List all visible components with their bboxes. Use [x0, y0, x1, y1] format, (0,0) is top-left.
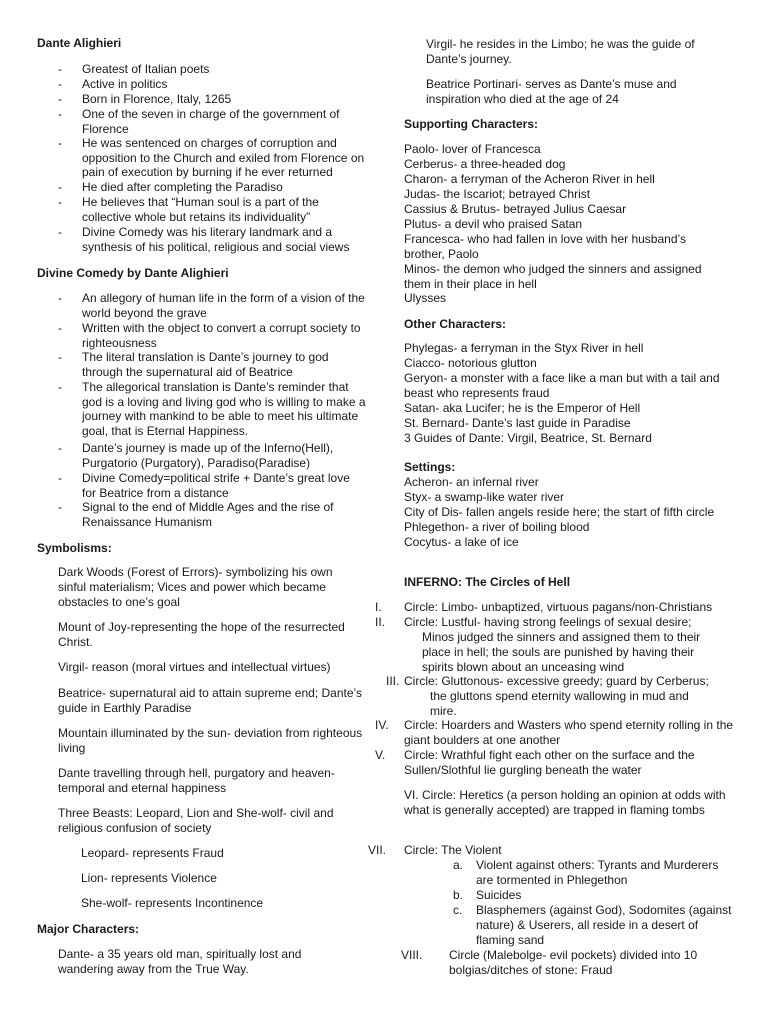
circle-item: Circle: The Violent: [404, 843, 502, 857]
circle-item: VI. Circle: Heretics (a person holding an opinion at odds with what is generally accepted) are trapped in flaming tombs: [404, 788, 726, 817]
roman-numeral: I.: [375, 600, 382, 614]
supporting-character-item: Ulysses: [404, 291, 447, 305]
setting-item: City of Dis- fallen angels reside here; the start of fifth circle: [404, 505, 715, 519]
heading-supporting-characters: Supporting Characters:: [404, 117, 539, 131]
other-character-item: Satan- aka Lucifer; he is the Emperor of Hell: [404, 401, 641, 415]
heading-inferno: INFERNO: The Circles of Hell: [404, 575, 571, 589]
other-character-item: St. Bernard- Dante’s last guide in Paradise: [404, 416, 631, 430]
supporting-character-item: Cassius & Brutus- betrayed Julius Caesar: [404, 202, 627, 216]
roman-numeral: V.: [375, 748, 386, 762]
symbolism-item: Dark Woods (Forest of Errors)- symbolizing his own sinful materialism; Vices and power which became obstacles to one’s goal: [58, 565, 333, 609]
circle-item: Circle: Hoarders and Wasters who spend eternity rolling in the giant boulders at one another: [404, 718, 734, 747]
list-letter: a.: [453, 858, 464, 872]
symbolism-item: Three Beasts: Leopard, Lion and She-wolf- civil and religious confusion of society: [58, 806, 334, 835]
heading-symbolisms: Symbolisms:: [37, 541, 112, 555]
setting-item: Cocytus- a lake of ice: [404, 535, 519, 549]
supporting-character-item: Cerberus- a three-headed dog: [404, 157, 566, 171]
circle-item: Circle: Limbo- unbaptized, virtuous pagans/non-Christians: [404, 600, 713, 614]
symbolism-item: Virgil- reason (moral virtues and intellectual virtues): [58, 660, 331, 674]
major-character-item: Virgil- he resides in the Limbo; he was the guide of Dante’s journey.: [426, 37, 695, 66]
heading-other-characters: Other Characters:: [404, 317, 507, 331]
other-character-item: 3 Guides of Dante: Virgil, Beatrice, St. Bernard: [404, 431, 652, 445]
beast-item: Lion- represents Violence: [81, 871, 217, 885]
violent-subitem: Violent against others: Tyrants and Murderers are tormented in Phlegethon: [476, 858, 719, 887]
symbolism-item: Beatrice- supernatural aid to attain supreme end; Dante’s guide in Earthly Paradise: [58, 686, 362, 715]
heading-major-characters: Major Characters:: [37, 922, 140, 936]
roman-numeral: VII.: [368, 843, 387, 857]
roman-numeral: III.: [386, 674, 400, 688]
violent-subitem: Suicides: [476, 888, 522, 902]
heading-divine-comedy: Divine Comedy by Dante Alighieri: [37, 266, 229, 280]
list-letter: b.: [453, 888, 464, 902]
circle-item: Circle (Malebolge- evil pockets) divided into 10 bolgias/ditches of stone: Fraud: [449, 948, 698, 977]
circle-item: Circle: Lustful- having strong feelings of sexual desire;: [404, 615, 692, 629]
major-character-item: Beatrice Portinari- serves as Dante’s muse and inspiration who died at the age of 24: [426, 77, 677, 106]
circle-item: Circle: Wrathful fight each other on the surface and the Sullen/Slothful lie gurgling beneath the water: [404, 748, 695, 777]
setting-item: Styx- a swamp-like water river: [404, 490, 565, 504]
symbolism-item: Mountain illuminated by the sun- deviation from righteous living: [58, 726, 363, 755]
supporting-character-item: Plutus- a devil who praised Satan: [404, 217, 583, 231]
heading-dante-alighieri: Dante Alighieri: [37, 36, 122, 50]
supporting-character-item: Minos- the demon who judged the sinners and assigned them in their place in hell: [404, 262, 702, 291]
supporting-character-item: Judas- the Iscariot; betrayed Christ: [404, 187, 591, 201]
setting-item: Phlegethon- a river of boiling blood: [404, 520, 590, 534]
symbolism-item: Mount of Joy-representing the hope of the resurrected Christ.: [58, 620, 345, 649]
roman-numeral: II.: [375, 615, 386, 629]
list-letter: c.: [453, 903, 463, 917]
supporting-character-item: Charon- a ferryman of the Acheron River in hell: [404, 172, 655, 186]
document-page: Dante Alighieri - Greatest of Italian poets - Active in politics - Born in Florence, Italy, 1265 - One of the seven in charge of the government of Florence - He was sentenced on charges of corruption and opposition to the Church and exiled from Florence on pain of execution by burning if he ever returned - He died after completing the Paradiso - He believes that “Human soul is a part of the collective whole but retains its individuality” - Divine Comedy was his literary landmark and a synthesis of his political, religious and social views Divine Comedy by Dante Alighieri - An allegory of human life in the form of a vision of the world beyond the grave - Written with the object to convert a corrupt society to righteousness - The literal translation is Dante’s journey to god through the supernatural aid of Beatrice - The allegorical translation is Dante’s reminder that god is a loving and living god who is willing to make a journey with mankind to be able to meet his ultimate goal, that is Eternal Happiness. - Dante’s journey is made up of the Inferno(Hell), Purgatorio (Purgatory), Paradiso(Paradise) - Divine Comedy=political strife + Dante’s great love for Beatrice from a distance - Signal to the end of Middle Ages and the rise of Renaissance Humanism Symbolisms: Dark Woods (Forest of Errors)- symbolizing his own sinful materialism; Vices and power which became obstacles to one’s goal Mount of Joy-representing the hope of the resurrected Christ. Virgil- reason (moral virtues and intellectual virtues) Beatrice- supernatural aid to attain supreme end; Dante’s guide in Earthly Paradise Mountain illuminated by the sun- deviation from righteous living Dante travelling through hell, purgatory and heaven- temporal and eternal happiness Three Beasts: Leopard, Lion and She-wolf- civil and religious confusion of society Leopard- represents Fraud Lion- represents Violence She-wolf- represents Incontinence Major Characters: Dante- a 35 years old man, spiritually lost and wandering away from the True Way. Virgil- he resides in the Limbo; he was the guide of Dante’s journey. Beatrice Portinari- serves as Dante’s muse and inspiration who died at the age of 24 Supporting Characters: Paolo- lover of Francesca Cerberus- a three-headed dog Charon- a ferryman of the Acheron River in hell Judas- the Iscariot; betrayed Christ Cassius & Brutus- betrayed Julius Caesar Plutus- a devil who praised Satan Francesca- who had fallen in love with her husband’s brother, Paolo Minos- the demon who judged the sinners and assigned them in their place in hell Ulysses Other Characters: Phylegas- a ferryman in the Styx River in hell Ciacco- notorious glutton Geryon- a monster with a face like a man but with a tail and beast who represents fraud Satan- aka Lucifer; he is the Emperor of Hell St. Bernard- Dante’s last guide in Paradise 3 Guides of Dante: Virgil, Beatrice, St. Bernard Settings: Acheron- an infernal river Styx- a swamp-like water river City of Dis- fallen angels reside here; the start of fifth circle Phlegethon- a river of boiling blood Cocytus- a lake of ice INFERNO: The Circles of Hell I. Circle: Limbo- unbaptized, virtuous pagans/non-Christians II. Circle: Lustful- having strong feelings of sexual desire; Minos judged the sinners and assigned them to their place in hell; the souls are punished by having their spirits blown about an unceasing wind III. Circle: Gluttonous- excessive greedy; guard by Cerberus; the gluttons spend eternity wallowing in mud and mire. IV. Circle: Hoarders and Wasters who spend eternity rolling in the giant boulders at one another V. Circle: Wrathful fight each other on the surface and the Sullen/Slothful lie gurgling beneath the water VI. Circle: Heretics (a person holding an opinion at odds with what is generally accepted) are trapped in flaming tombs VII. Circle: The Violent a. Violent against others: Tyrants and Murderers are tormented in Phlegethon b. Suicides c. Blasphemers (against God), Sodomites (against nature) & Userers, all reside in a desert of flaming sand VIII. Circle (Malebolge- evil pockets) divided into 10 bolgias/ditches of stone: Fraud: [0, 0, 768, 1024]
major-character-item: Dante- a 35 years old man, spiritually lost and wandering away from the True Way.: [58, 947, 302, 976]
circle-item: Circle: Gluttonous- excessive greedy; guard by Cerberus;: [404, 674, 709, 688]
other-character-item: Geryon- a monster with a face like a man but with a tail and beast who represents fraud: [404, 371, 720, 400]
roman-numeral: IV.: [375, 718, 389, 732]
beast-item: She-wolf- represents Incontinence: [81, 896, 264, 910]
circle-item-continued: Minos judged the sinners and assigned them to their place in hell; the souls are punished by having their spirits blown about an unceasing wind: [422, 630, 701, 674]
setting-item: Acheron- an infernal river: [404, 475, 539, 489]
circle-item-continued: the gluttons spend eternity wallowing in mud and mire.: [430, 689, 689, 718]
heading-settings: Settings:: [404, 460, 456, 474]
supporting-character-item: Paolo- lover of Francesca: [404, 142, 541, 156]
other-character-item: Phylegas- a ferryman in the Styx River in hell: [404, 341, 644, 355]
symbolism-item: Dante travelling through hell, purgatory and heaven- temporal and eternal happiness: [58, 766, 335, 795]
roman-numeral: VIII.: [401, 948, 423, 962]
other-character-item: Ciacco- notorious glutton: [404, 356, 537, 370]
supporting-character-item: Francesca- who had fallen in love with her husband’s brother, Paolo: [404, 232, 686, 261]
violent-subitem: Blasphemers (against God), Sodomites (against nature) & Userers, all reside in a desert of flaming sand: [476, 903, 732, 947]
beast-item: Leopard- represents Fraud: [81, 846, 224, 860]
